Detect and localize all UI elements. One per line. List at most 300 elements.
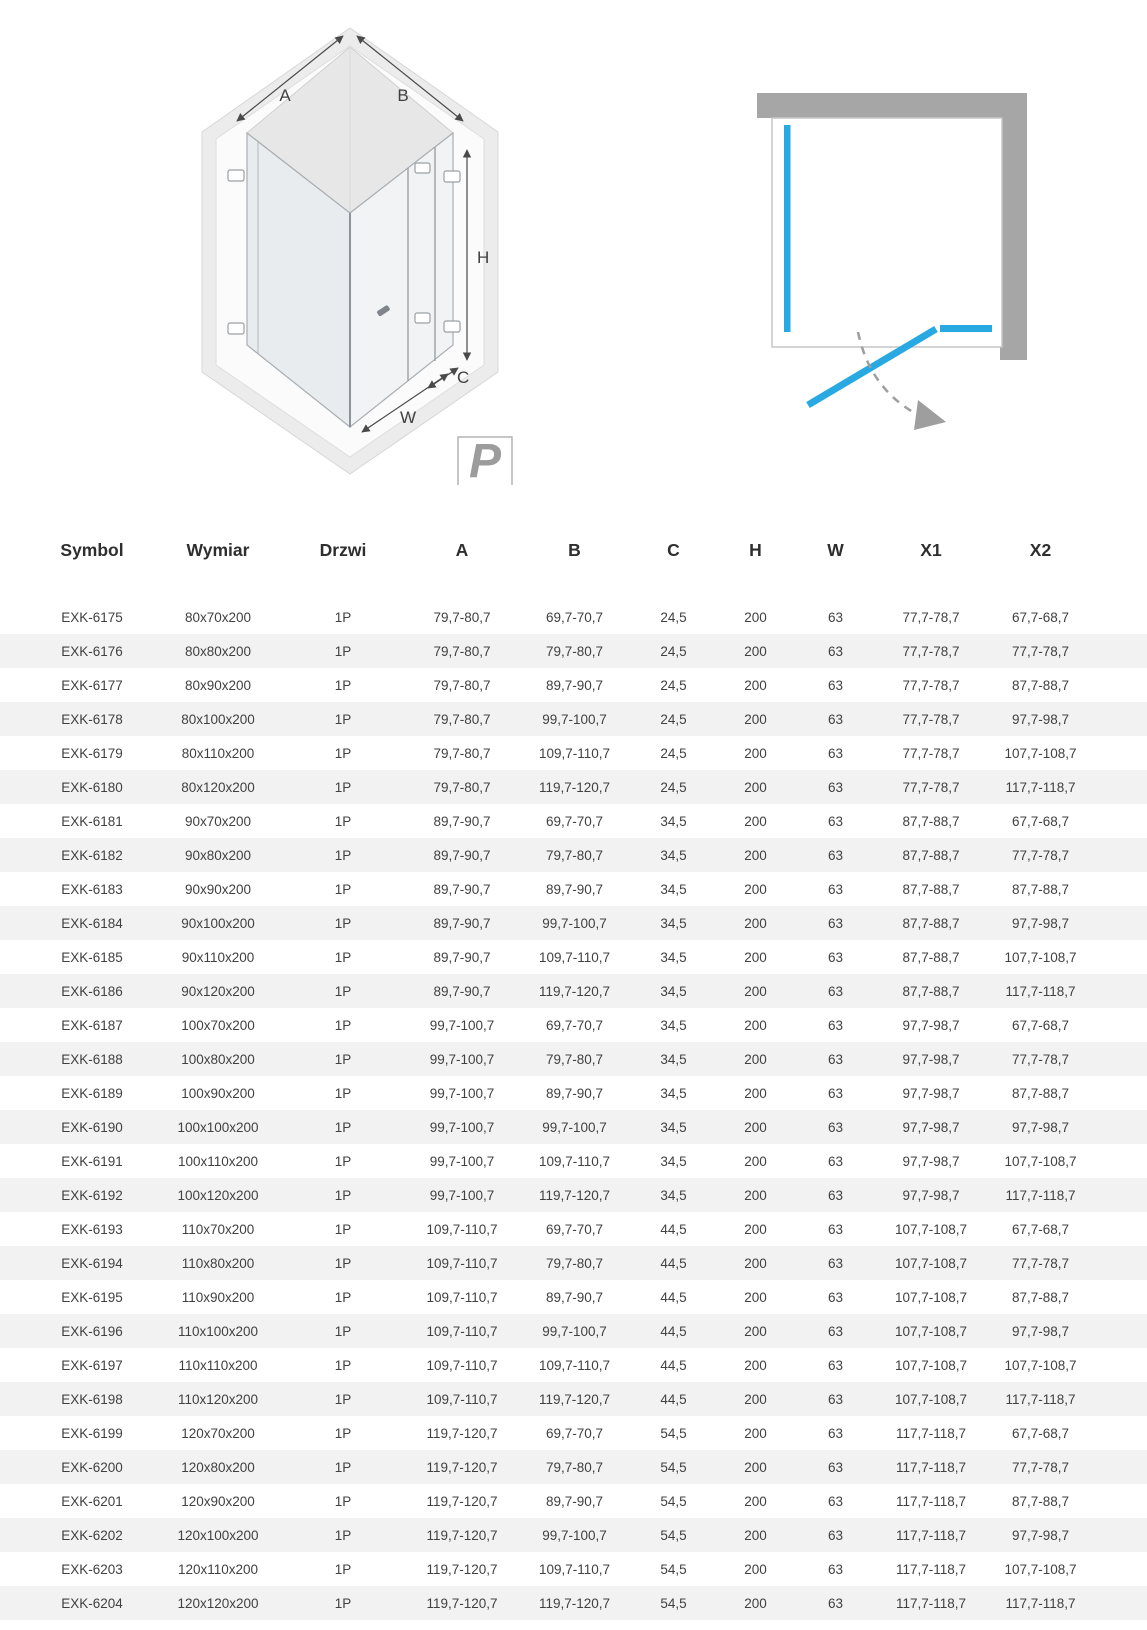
table-cell: 1P — [334, 1255, 352, 1271]
table-cell: 107,7-108,7 — [1004, 745, 1077, 761]
table-cell: 44,5 — [660, 1357, 687, 1373]
column-header: H — [749, 540, 762, 560]
dimension-label-b: B — [397, 86, 409, 105]
table-cell: 107,7-108,7 — [1004, 949, 1077, 965]
table-cell: 120x120x200 — [177, 1595, 259, 1611]
table-cell: 1P — [334, 1493, 352, 1509]
table-cell: 119,7-120,7 — [538, 1595, 611, 1611]
table-cell: 79,7-80,7 — [545, 1051, 604, 1067]
plan-view-diagram — [700, 60, 1060, 460]
table-cell: 79,7-80,7 — [433, 711, 491, 727]
table-cell: EXK-6180 — [61, 779, 123, 795]
table-cell: 90x100x200 — [181, 915, 255, 931]
enclosure-footprint — [772, 118, 1002, 347]
table-cell: 63 — [827, 1595, 844, 1611]
table-cell: 54,5 — [660, 1561, 687, 1577]
table-cell: 89,7-90,7 — [433, 915, 491, 931]
table-cell: 110x80x200 — [181, 1255, 255, 1271]
table-cell: 54,5 — [660, 1425, 687, 1441]
table-cell: 63 — [827, 1085, 844, 1101]
table-cell: EXK-6188 — [61, 1051, 123, 1067]
table-cell: 200 — [744, 643, 767, 659]
table-cell: 1P — [334, 1153, 352, 1169]
table-cell: 1P — [334, 609, 352, 625]
table-cell: 34,5 — [660, 949, 687, 965]
table-cell: 120x110x200 — [177, 1561, 259, 1577]
table-cell: 63 — [827, 915, 844, 931]
table-cell: 117,7-118,7 — [1005, 1595, 1076, 1611]
table-cell: 1P — [334, 1595, 352, 1611]
table-cell: 99,7-100,7 — [429, 1153, 495, 1169]
table-cell: 34,5 — [660, 813, 687, 829]
table-cell: 63 — [827, 1561, 844, 1577]
table-cell: 107,7-108,7 — [894, 1357, 968, 1373]
table-cell: 1P — [334, 1051, 352, 1067]
table-cell: 63 — [827, 1425, 844, 1441]
table-cell: 89,7-90,7 — [433, 813, 491, 829]
table-cell: 87,7-88,7 — [902, 949, 960, 965]
table-cell: 200 — [744, 1187, 767, 1203]
table-cell: 24,5 — [660, 779, 687, 795]
spec-table-section — [0, 530, 1147, 1620]
table-cell: 97,7-98,7 — [1011, 711, 1070, 727]
table-cell: 110x100x200 — [177, 1323, 259, 1339]
table-cell: 200 — [744, 677, 767, 693]
table-cell: 117,7-118,7 — [895, 1459, 967, 1475]
table-cell: 63 — [827, 847, 844, 863]
table-cell: EXK-6197 — [61, 1357, 123, 1373]
table-cell: 87,7-88,7 — [1011, 1493, 1070, 1509]
table-cell: EXK-6186 — [61, 983, 123, 999]
table-cell: 200 — [744, 1425, 767, 1441]
table-header-row — [0, 530, 1147, 600]
table-cell: 120x100x200 — [177, 1527, 259, 1543]
table-cell: 34,5 — [660, 1187, 687, 1203]
table-cell: 63 — [827, 779, 844, 795]
table-cell: 1P — [334, 677, 352, 693]
table-cell: 54,5 — [660, 1459, 687, 1475]
hinge-icon — [415, 313, 430, 323]
table-cell: 80x90x200 — [184, 677, 252, 693]
table-cell: 107,7-108,7 — [1004, 1153, 1077, 1169]
table-row — [0, 736, 1147, 770]
column-header: X2 — [1029, 540, 1052, 560]
table-cell: 69,7-70,7 — [545, 1221, 604, 1237]
table-row — [0, 804, 1147, 838]
table-cell: 1P — [334, 915, 352, 931]
table-row — [0, 838, 1147, 872]
table-cell: 200 — [744, 1459, 767, 1475]
table-row — [0, 1280, 1147, 1314]
table-cell: 109,7-110,7 — [426, 1323, 498, 1339]
table-cell: EXK-6179 — [61, 745, 123, 761]
table-cell: 200 — [744, 813, 767, 829]
table-cell: 90x90x200 — [184, 881, 252, 897]
fixed-glass-left — [784, 125, 791, 332]
table-cell: 24,5 — [660, 745, 687, 761]
table-row — [0, 1076, 1147, 1110]
table-cell: 117,7-118,7 — [1005, 1187, 1076, 1203]
table-cell: 107,7-108,7 — [894, 1255, 968, 1271]
table-cell: 89,7-90,7 — [433, 983, 491, 999]
table-cell: 90x110x200 — [181, 949, 255, 965]
table-row — [0, 1552, 1147, 1586]
table-cell: 34,5 — [660, 1051, 687, 1067]
table-row — [0, 1212, 1147, 1246]
table-cell: 109,7-110,7 — [426, 1221, 498, 1237]
table-cell: 63 — [827, 1459, 844, 1475]
table-cell: 63 — [827, 983, 844, 999]
table-cell: 79,7-80,7 — [433, 643, 491, 659]
table-cell: 99,7-100,7 — [429, 1119, 495, 1135]
product-table — [0, 530, 1147, 1620]
table-cell: 77,7-78,7 — [902, 643, 960, 659]
table-cell: 24,5 — [660, 643, 687, 659]
table-cell: 63 — [827, 1289, 844, 1305]
table-cell: 69,7-70,7 — [545, 1425, 604, 1441]
table-cell: 200 — [744, 1561, 767, 1577]
table-cell: 1P — [334, 1391, 352, 1407]
table-cell: 77,7-78,7 — [1011, 847, 1070, 863]
table-cell: 89,7-90,7 — [545, 1289, 604, 1305]
table-cell: 44,5 — [660, 1391, 687, 1407]
table-row — [0, 1416, 1147, 1450]
table-cell: EXK-6184 — [61, 915, 123, 931]
table-cell: 1P — [334, 1289, 352, 1305]
table-cell: 79,7-80,7 — [545, 1459, 604, 1475]
table-cell: 67,7-68,7 — [1011, 609, 1070, 625]
table-cell: 117,7-118,7 — [895, 1493, 967, 1509]
table-row — [0, 1144, 1147, 1178]
table-cell: 97,7-98,7 — [902, 1153, 960, 1169]
table-cell: 63 — [827, 1391, 844, 1407]
table-cell: 77,7-78,7 — [902, 745, 960, 761]
table-cell: 77,7-78,7 — [1011, 1255, 1070, 1271]
table-cell: EXK-6201 — [61, 1493, 123, 1509]
table-cell: 34,5 — [660, 1153, 687, 1169]
table-cell: 1P — [334, 1017, 352, 1033]
table-cell: EXK-6177 — [61, 677, 123, 693]
table-cell: 119,7-120,7 — [538, 1187, 611, 1203]
table-cell: EXK-6181 — [61, 813, 123, 829]
table-cell: 120x70x200 — [181, 1425, 255, 1441]
table-cell: 79,7-80,7 — [433, 609, 491, 625]
table-cell: 63 — [827, 1357, 844, 1373]
table-cell: 97,7-98,7 — [902, 1187, 960, 1203]
table-cell: 67,7-68,7 — [1011, 813, 1070, 829]
table-cell: 200 — [744, 1255, 767, 1271]
table-cell: 200 — [744, 1221, 767, 1237]
table-cell: 109,7-110,7 — [538, 1357, 611, 1373]
column-header: W — [827, 540, 844, 560]
table-cell: 200 — [744, 711, 767, 727]
table-cell: 87,7-88,7 — [902, 983, 960, 999]
table-cell: 89,7-90,7 — [545, 1493, 604, 1509]
table-cell: 200 — [744, 1527, 767, 1543]
table-cell: 117,7-118,7 — [895, 1527, 967, 1543]
table-cell: 99,7-100,7 — [429, 1017, 495, 1033]
table-cell: 119,7-120,7 — [426, 1493, 498, 1509]
table-cell: 117,7-118,7 — [895, 1561, 967, 1577]
table-cell: EXK-6200 — [61, 1459, 123, 1475]
table-cell: 119,7-120,7 — [426, 1595, 498, 1611]
table-cell: 87,7-88,7 — [902, 915, 960, 931]
table-cell: 200 — [744, 779, 767, 795]
column-header: Wymiar — [186, 540, 250, 560]
table-cell: 44,5 — [660, 1289, 687, 1305]
table-cell: 107,7-108,7 — [894, 1289, 968, 1305]
dimension-label-a: A — [279, 86, 291, 105]
column-header: B — [568, 540, 581, 560]
table-cell: 200 — [744, 1119, 767, 1135]
table-cell: 99,7-100,7 — [542, 915, 607, 931]
table-cell: 63 — [827, 643, 844, 659]
table-cell: 109,7-110,7 — [426, 1255, 498, 1271]
table-row — [0, 668, 1147, 702]
table-cell: 200 — [744, 847, 767, 863]
table-cell: 110x70x200 — [181, 1221, 255, 1237]
table-cell: 1P — [334, 949, 352, 965]
table-cell: 80x110x200 — [181, 745, 255, 761]
table-cell: 89,7-90,7 — [433, 847, 491, 863]
table-cell: 77,7-78,7 — [902, 609, 960, 625]
dimension-label-c: C — [457, 368, 470, 387]
table-cell: 80x70x200 — [184, 609, 252, 625]
table-cell: EXK-6178 — [61, 711, 123, 727]
table-cell: 99,7-100,7 — [542, 1323, 607, 1339]
table-cell: 63 — [827, 609, 844, 625]
table-cell: 200 — [744, 1153, 767, 1169]
table-cell: 63 — [827, 745, 844, 761]
table-cell: 90x120x200 — [181, 983, 255, 999]
table-cell: 1P — [334, 643, 352, 659]
table-cell: 63 — [827, 1255, 844, 1271]
table-cell: 67,7-68,7 — [1011, 1017, 1070, 1033]
table-cell: EXK-6192 — [61, 1187, 123, 1203]
table-cell: 90x80x200 — [184, 847, 252, 863]
table-cell: 63 — [827, 711, 844, 727]
table-cell: 117,7-118,7 — [1005, 779, 1076, 795]
table-cell: 34,5 — [660, 847, 687, 863]
table-cell: 107,7-108,7 — [1004, 1561, 1077, 1577]
table-cell: 1P — [334, 1119, 352, 1135]
table-cell: 1P — [334, 1561, 352, 1577]
table-cell: 97,7-98,7 — [1011, 1527, 1070, 1543]
table-cell: 24,5 — [660, 711, 687, 727]
wall-right — [1000, 93, 1027, 360]
table-cell: 119,7-120,7 — [538, 983, 611, 999]
table-cell: 109,7-110,7 — [426, 1357, 498, 1373]
column-header: A — [455, 540, 469, 560]
table-cell: 119,7-120,7 — [426, 1527, 498, 1543]
table-cell: 80x100x200 — [181, 711, 255, 727]
table-cell: 34,5 — [660, 881, 687, 897]
table-cell: 97,7-98,7 — [902, 1051, 960, 1067]
table-cell: 117,7-118,7 — [1005, 983, 1076, 999]
table-cell: 63 — [827, 1051, 844, 1067]
column-header: X1 — [920, 540, 942, 560]
column-header: C — [667, 540, 680, 560]
table-cell: 63 — [827, 1221, 844, 1237]
table-cell: 79,7-80,7 — [545, 847, 604, 863]
table-cell: 54,5 — [660, 1595, 687, 1611]
table-cell: 1P — [334, 813, 352, 829]
table-cell: 117,7-118,7 — [895, 1595, 967, 1611]
table-cell: 200 — [744, 915, 767, 931]
table-cell: 69,7-70,7 — [545, 1017, 604, 1033]
table-cell: EXK-6196 — [61, 1323, 123, 1339]
table-row — [0, 600, 1147, 634]
table-cell: 77,7-78,7 — [1011, 1459, 1070, 1475]
table-cell: 1P — [334, 1085, 352, 1101]
table-cell: 67,7-68,7 — [1011, 1221, 1070, 1237]
table-cell: 89,7-90,7 — [433, 949, 491, 965]
table-cell: 100x110x200 — [177, 1153, 259, 1169]
table-cell: 100x70x200 — [181, 1017, 255, 1033]
table-cell: 200 — [744, 1085, 767, 1101]
table-cell: 200 — [744, 1289, 767, 1305]
table-cell: 44,5 — [660, 1255, 687, 1271]
table-cell: 79,7-80,7 — [545, 1255, 604, 1271]
table-row — [0, 940, 1147, 974]
swing-direction-arrow-icon — [914, 400, 946, 430]
table-cell: 1P — [334, 1187, 352, 1203]
table-cell: 200 — [744, 1323, 767, 1339]
table-cell: 200 — [744, 983, 767, 999]
hinge-icon — [228, 323, 244, 334]
table-cell: 87,7-88,7 — [902, 813, 960, 829]
table-cell: 87,7-88,7 — [1011, 881, 1070, 897]
table-cell: 99,7-100,7 — [429, 1085, 495, 1101]
table-cell: 200 — [744, 881, 767, 897]
table-cell: 107,7-108,7 — [894, 1221, 968, 1237]
table-row — [0, 1484, 1147, 1518]
table-cell: 79,7-80,7 — [433, 745, 491, 761]
table-cell: 1P — [334, 1357, 352, 1373]
table-cell: 44,5 — [660, 1221, 687, 1237]
table-row — [0, 1382, 1147, 1416]
table-cell: EXK-6199 — [61, 1425, 123, 1441]
table-row — [0, 1518, 1147, 1552]
table-cell: 109,7-110,7 — [538, 949, 611, 965]
table-cell: 109,7-110,7 — [538, 1561, 611, 1577]
table-cell: 77,7-78,7 — [902, 677, 960, 693]
table-cell: 67,7-68,7 — [1011, 1425, 1070, 1441]
table-cell: 119,7-120,7 — [426, 1561, 498, 1577]
table-cell: 1P — [334, 745, 352, 761]
table-cell: 63 — [827, 949, 844, 965]
table-cell: 90x70x200 — [184, 813, 252, 829]
table-cell: EXK-6190 — [61, 1119, 123, 1135]
table-cell: 99,7-100,7 — [542, 711, 607, 727]
table-row — [0, 1110, 1147, 1144]
table-cell: 109,7-110,7 — [426, 1391, 498, 1407]
table-cell: 69,7-70,7 — [545, 813, 604, 829]
table-row — [0, 1586, 1147, 1620]
table-cell: 117,7-118,7 — [1005, 1391, 1076, 1407]
table-row — [0, 1246, 1147, 1280]
table-row — [0, 1042, 1147, 1076]
table-cell: 119,7-120,7 — [538, 1391, 611, 1407]
table-cell: 87,7-88,7 — [902, 847, 960, 863]
table-cell: 63 — [827, 881, 844, 897]
table-cell: 1P — [334, 1425, 352, 1441]
table-cell: 97,7-98,7 — [902, 1085, 960, 1101]
table-row — [0, 770, 1147, 804]
table-cell: 99,7-100,7 — [542, 1527, 607, 1543]
dimension-label-w: W — [399, 408, 417, 427]
table-cell: 34,5 — [660, 1017, 687, 1033]
table-cell: 44,5 — [660, 1323, 687, 1339]
wall-top — [757, 93, 1027, 118]
table-cell: EXK-6203 — [61, 1561, 123, 1577]
table-cell: 80x120x200 — [181, 779, 255, 795]
column-header: Drzwi — [319, 540, 367, 560]
table-cell: 119,7-120,7 — [426, 1459, 498, 1475]
table-cell: 99,7-100,7 — [542, 1119, 607, 1135]
hinge-icon — [444, 171, 460, 182]
table-cell: 63 — [827, 1187, 844, 1203]
table-cell: 100x90x200 — [181, 1085, 255, 1101]
table-cell: 77,7-78,7 — [902, 711, 960, 727]
table-cell: EXK-6189 — [61, 1085, 123, 1101]
table-cell: 87,7-88,7 — [1011, 1289, 1070, 1305]
table-cell: EXK-6182 — [61, 847, 123, 863]
table-cell: 107,7-108,7 — [1004, 1357, 1077, 1373]
table-cell: 79,7-80,7 — [433, 677, 491, 693]
variant-badge-letter: P — [468, 435, 502, 485]
table-cell: EXK-6187 — [61, 1017, 123, 1033]
table-cell: 1P — [334, 1459, 352, 1475]
table-cell: 99,7-100,7 — [429, 1051, 495, 1067]
table-cell: 200 — [744, 1391, 767, 1407]
table-row — [0, 974, 1147, 1008]
table-cell: 200 — [744, 1595, 767, 1611]
table-cell: EXK-6185 — [61, 949, 123, 965]
table-cell: EXK-6175 — [61, 609, 123, 625]
table-cell: 119,7-120,7 — [538, 779, 611, 795]
table-row — [0, 1314, 1147, 1348]
table-row — [0, 1450, 1147, 1484]
table-row — [0, 1348, 1147, 1382]
table-cell: EXK-6183 — [61, 881, 123, 897]
table-cell: 100x80x200 — [181, 1051, 255, 1067]
table-cell: 34,5 — [660, 915, 687, 931]
table-cell: 34,5 — [660, 1085, 687, 1101]
isometric-enclosure-drawing — [185, 15, 515, 485]
table-cell: 1P — [334, 847, 352, 863]
table-cell: 79,7-80,7 — [545, 643, 604, 659]
table-cell: 24,5 — [660, 609, 687, 625]
table-cell: 89,7-90,7 — [545, 677, 604, 693]
table-cell: 100x100x200 — [177, 1119, 259, 1135]
table-row — [0, 872, 1147, 906]
table-cell: 89,7-90,7 — [545, 1085, 604, 1101]
table-cell: 117,7-118,7 — [895, 1425, 967, 1441]
table-cell: EXK-6194 — [61, 1255, 123, 1271]
table-cell: 1P — [334, 779, 352, 795]
table-cell: 200 — [744, 1357, 767, 1373]
table-cell: 77,7-78,7 — [1011, 643, 1070, 659]
table-cell: 97,7-98,7 — [902, 1017, 960, 1033]
table-cell: 110x110x200 — [178, 1357, 258, 1373]
table-cell: EXK-6176 — [61, 643, 123, 659]
table-cell: 24,5 — [660, 677, 687, 693]
table-row — [0, 906, 1147, 940]
table-cell: 77,7-78,7 — [1011, 1051, 1070, 1067]
table-cell: 120x80x200 — [181, 1459, 255, 1475]
table-cell: 63 — [827, 1323, 844, 1339]
